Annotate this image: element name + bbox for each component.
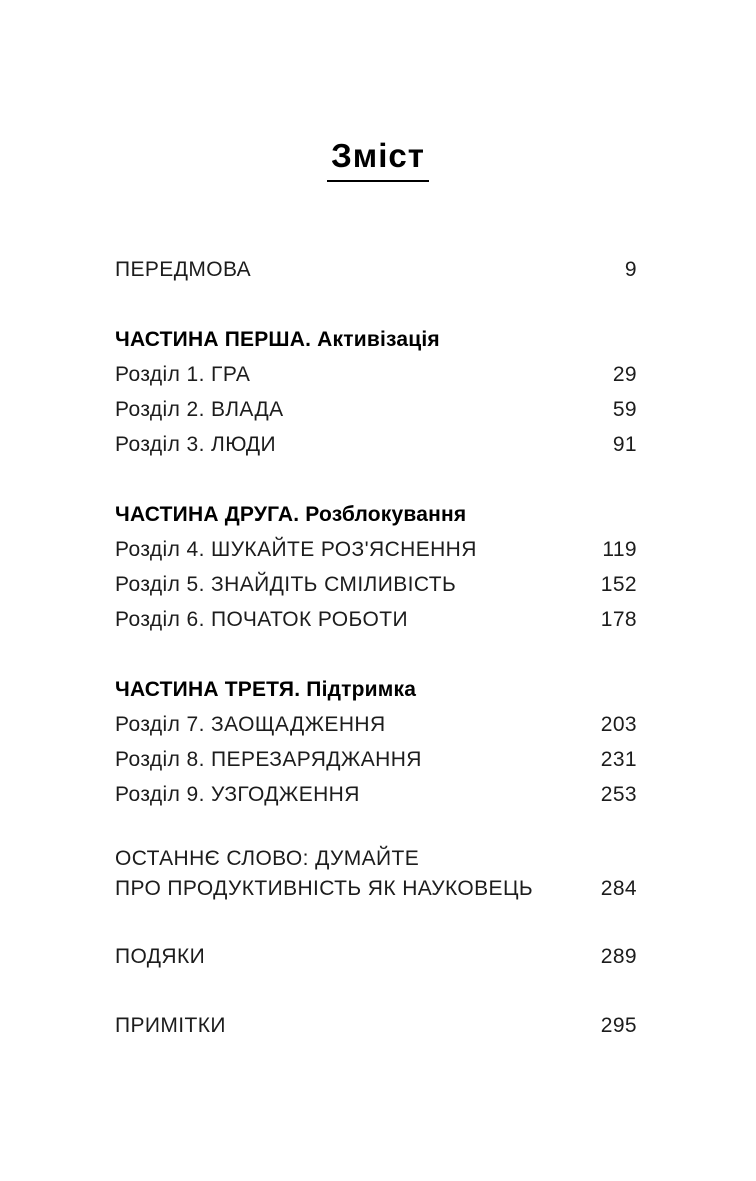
- toc-entry-page-number: 289: [600, 945, 637, 969]
- toc-entry-chapter-4: [115, 532, 637, 567]
- toc-entry-chapter-6: [115, 602, 637, 637]
- toc-part-label: ЧАСТИНА ТРЕТЯ. Підтримка: [115, 678, 417, 702]
- toc-entry-page-number: 203: [600, 713, 637, 737]
- toc-entry-label: ПОДЯКИ: [115, 945, 206, 969]
- toc-entry-page-number: 29: [612, 363, 637, 387]
- toc-entry-page-number: 59: [612, 398, 637, 422]
- toc-entry-page-number: 295: [600, 1014, 637, 1038]
- toc-entry-chapter-5: [115, 567, 637, 602]
- toc-entry-label: Розділ 4. ШУКАЙТЕ РОЗ'ЯСНЕННЯ: [115, 538, 477, 562]
- toc-entry-chapter-1: [115, 357, 637, 392]
- toc-entry-label: Розділ 6. ПОЧАТОК РОБОТИ: [115, 608, 408, 632]
- toc-entry-label: ПЕРЕДМОВА: [115, 258, 252, 282]
- toc-entry-page-number: 91: [612, 433, 637, 457]
- toc-entry-label: Розділ 2. ВЛАДА: [115, 398, 284, 422]
- toc-entry-foreword: [115, 252, 637, 287]
- toc-entry-chapter-3: [115, 427, 637, 462]
- toc-part-heading-3: [115, 672, 637, 707]
- toc-entry-label: Розділ 7. ЗАОЩАДЖЕННЯ: [115, 713, 386, 737]
- toc-entry-label: Розділ 3. ЛЮДИ: [115, 433, 277, 457]
- toc-entry-page-number: 119: [602, 538, 637, 562]
- toc-entry-label: Розділ 9. УЗГОДЖЕННЯ: [115, 783, 360, 807]
- toc-entry-acknowledgements: [115, 939, 637, 974]
- toc-entry-page-number: 284: [600, 877, 637, 901]
- toc-part-heading-1: [115, 322, 637, 357]
- toc-entry-label: Розділ 1. ГРА: [115, 363, 251, 387]
- toc-entry-label-line-2: ПРО ПРОДУКТИВНІСТЬ ЯК НАУКОВЕЦЬ: [115, 877, 534, 901]
- toc-entry-label: ПРИМІТКИ: [115, 1014, 226, 1038]
- toc-entry-label-line-1: ОСТАННЄ СЛОВО: ДУМАЙТЕ: [115, 847, 420, 871]
- page-title: Зміст: [327, 138, 429, 182]
- toc-part-heading-2: [115, 497, 637, 532]
- toc-entry-page-number: 9: [624, 258, 637, 282]
- toc-entry-chapter-9: [115, 777, 637, 812]
- toc-entry-label: Розділ 5. ЗНАЙДІТЬ СМІЛИВІСТЬ: [115, 573, 457, 597]
- toc-entry-chapter-2: [115, 392, 637, 427]
- toc-entry-page-number: 231: [600, 748, 637, 772]
- toc-entry-final-word: [115, 844, 637, 904]
- toc-entry-label: [115, 844, 533, 904]
- toc-part-label: ЧАСТИНА ДРУГА. Розблокування: [115, 503, 467, 527]
- toc-entry-chapter-7: [115, 707, 637, 742]
- toc-part-label: ЧАСТИНА ПЕРША. Активізація: [115, 328, 440, 352]
- toc-list: [0, 252, 756, 1043]
- title-wrap: [0, 138, 756, 182]
- toc-entry-label: Розділ 8. ПЕРЕЗАРЯДЖАННЯ: [115, 748, 422, 772]
- toc-entry-page-number: 178: [600, 608, 637, 632]
- toc-entry-notes: [115, 1008, 637, 1043]
- toc-entry-page-number: 253: [600, 783, 637, 807]
- toc-entry-page-number: 152: [600, 573, 637, 597]
- toc-entry-chapter-8: [115, 742, 637, 777]
